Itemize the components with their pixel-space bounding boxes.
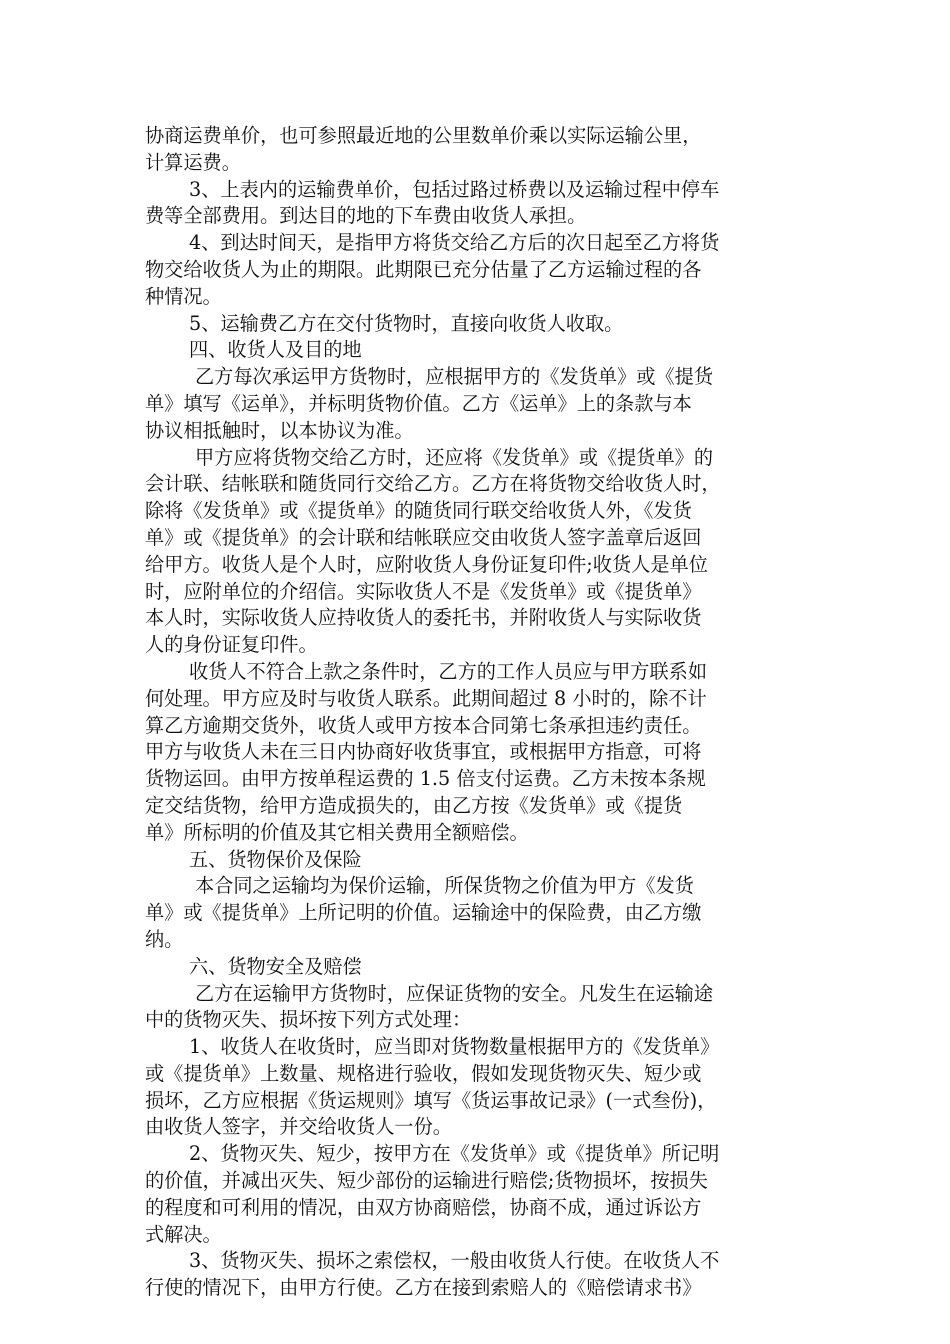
text-line: 计算运费。	[145, 150, 241, 174]
text-line: 给甲方。收货人是个人时，应附收货人身份证复印件;收货人是单位	[145, 552, 708, 576]
text-line: 乙方在运输甲方货物时，应保证货物的安全。凡发生在运输途	[195, 981, 714, 1005]
text-line: 五、货物保价及保险	[189, 847, 362, 871]
text-line: 乙方每次承运甲方货物时，应根据甲方的《发货单》或《提货	[195, 365, 714, 389]
text-line: 单》所标明的价值及其它相关费用全额赔偿。	[145, 820, 529, 844]
text-line: 式解决。	[145, 1222, 222, 1246]
text-line: 协议相抵触时，以本协议为准。	[145, 418, 414, 442]
text-line: 人的身份证复印件。	[145, 633, 318, 657]
text-line: 算乙方逾期交货外，收货人或甲方按本合同第七条承担违约责任。	[145, 713, 702, 737]
text-line: 物交给收货人为止的期限。此期限已充分估量了乙方运输过程的各	[145, 257, 702, 281]
text-line: 纳。	[145, 927, 184, 951]
text-line: 由收货人签字，并交给收货人一份。	[145, 1115, 452, 1139]
text-line: 种情况。	[145, 284, 222, 308]
text-line: 4、到达时间天，是指甲方将货交给乙方后的次日起至乙方将货	[189, 231, 720, 255]
text-line: 甲方与收货人未在三日内协商好收货事宜，或根据甲方指意，可将	[145, 740, 702, 764]
text-line: 损坏，乙方应根据《货运规则》填写《货运事故记录》(一式叁份)，	[145, 1088, 717, 1112]
text-line: 5、运输费乙方在交付货物时，直接向收货人收取。	[189, 311, 624, 335]
text-line: 的价值，并减出灭失、短少部份的运输进行赔偿;货物损坏，按损失	[145, 1169, 708, 1193]
text-line: 甲方应将货物交给乙方时，还应将《发货单》或《提货单》的	[195, 445, 714, 469]
text-line: 何处理。甲方应及时与收货人联系。此期间超过 8 小时的，除不计	[145, 686, 707, 710]
text-line: 本合同之运输均为保价运输，所保货物之价值为甲方《发货	[195, 874, 694, 898]
text-line: 费等全部费用。到达目的地的下车费由收货人承担。	[145, 204, 587, 228]
text-line: 会计联、结帐联和随货同行交给乙方。乙方在将货物交给收货人时，	[145, 472, 721, 496]
text-line: 或《提货单》上数量、规格进行验收，假如发现货物灭失、短少或	[145, 1061, 702, 1085]
text-line: 六、货物安全及赔偿	[189, 954, 362, 978]
text-line: 3、货物灭失、损坏之索偿权，一般由收货人行使。在收货人不	[189, 1249, 720, 1273]
text-line: 单》或《提货单》上所记明的价值。运输途中的保险费，由乙方缴	[145, 901, 702, 925]
text-line: 1、收货人在收货时，应当即对货物数量根据甲方的《发货单》	[189, 1035, 720, 1059]
text-line: 四、收货人及目的地	[189, 338, 362, 362]
text-line: 除将《发货单》或《提货单》的随货同行联交给收货人外，《发货	[145, 499, 692, 523]
text-line: 收货人不符合上款之条件时，乙方的工作人员应与甲方联系如	[189, 659, 708, 683]
text-line: 协商运费单价，也可参照最近地的公里数单价乘以实际运输公里，	[145, 124, 702, 147]
text-line: 2、货物灭失、短少，按甲方在《发货单》或《提货单》所记明	[189, 1142, 720, 1166]
text-line: 单》或《提货单》的会计联和结帐联应交由收货人签字盖章后返回	[145, 525, 702, 549]
text-line: 行使的情况下，由甲方行使。乙方在接到索赔人的《赔偿请求书》	[145, 1276, 702, 1300]
text-line: 定交结货物，给甲方造成损失的，由乙方按《发货单》或《提货	[145, 793, 683, 817]
text-line: 中的货物灭失、损坏按下列方式处理：	[145, 1008, 472, 1032]
text-line: 时，应附单位的介绍信。实际收货人不是《发货单》或《提货单》	[145, 579, 702, 603]
text-line: 3、上表内的运输费单价，包括过路过桥费以及运输过程中停车	[189, 177, 720, 201]
text-line: 单》填写《运单》，并标明货物价值。乙方《运单》上的条款与本	[145, 391, 692, 415]
document-page	[145, 123, 815, 1302]
text-line: 货物运回。由甲方按单程运费的 1.5 倍支付运费。乙方未按本条规	[145, 767, 706, 791]
text-line: 的程度和可利用的情况，由双方协商赔偿，协商不成，通过诉讼方	[145, 1195, 702, 1219]
text-line: 本人时，实际收货人应持收货人的委托书，并附收货人与实际收货	[145, 606, 702, 630]
